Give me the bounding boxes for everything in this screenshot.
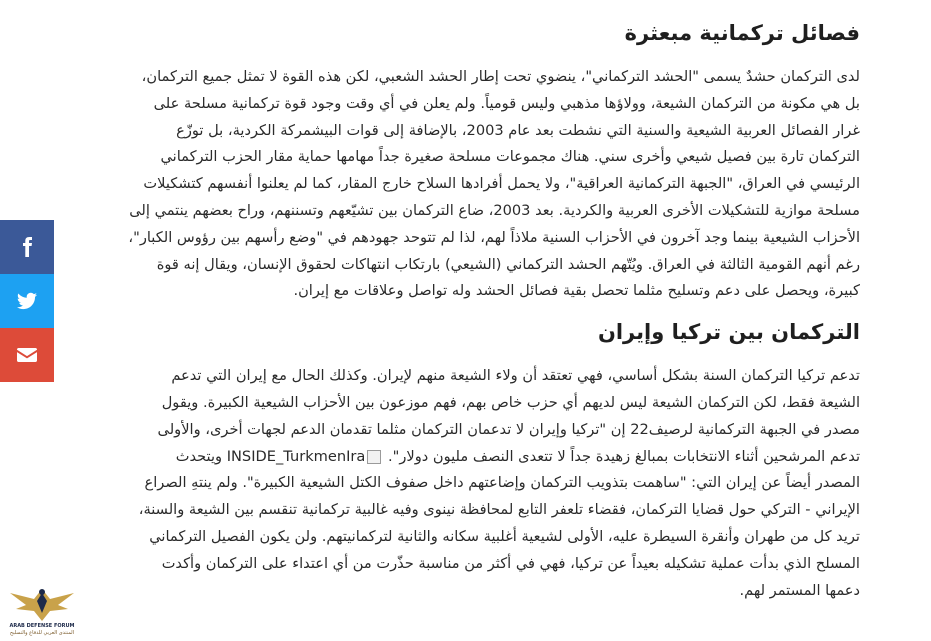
section-heading-turkmen-factions: فصائل تركمانية مبعثرة	[624, 21, 860, 45]
section-heading-turkey-iran: التركمان بين تركيا وإيران	[597, 320, 860, 345]
article-body	[128, 6, 860, 616]
facebook-share-button[interactable]	[0, 220, 54, 274]
logo-text	[4, 623, 80, 637]
paragraph-turkey-iran-part1: تدعم تركيا التركمان السنة بشكل أساسي، فهي تعتقد أن ولاء الشيعة منهم لإيران. وكذلك الحال مع إيران التي تدعم الشيعة فقط، لكن التركمان الشيعة ليس لديهم أي حزب خاص بهم، فهم موزعون بين الأحزاب الشيعية الكبيرة. ويقول مصدر في الجبهة التركمانية لرصيف22 إن "تركيا وإيران لا تدعمان التركمان مثلما تقدمان الدعم لجهات أخرى، والأولى تدعم المرشحين أثناء الانتخابات بمبالغ زهيدة جداً لا تتعدى النصف مليون دولار".	[157, 367, 860, 465]
paragraph-turkey-iran-part2: ويتحدث المصدر أيضاً عن إيران التي: "ساهمت بتذويب التركمان وإضاعتهم داخل صفوف الكتل الشيعية الكبيرة". ولم ينتهِ الصراع الإيراني - التركي حول قضايا التركمان، فقضاء تلعفر التابع لمحافظة نينوى وفيه غالبية تركمانية تنقسم بين الشيعة والسنة، تريد كل من طهران وأنقرة السيطرة عليه، الأولى لشيعية أغلبية سكانه والثانية لتركمانيتهم. ولن يكون الفصيل التركماني المسلح الذي بدأت عملية تشكيله بعيداً عن تركيا، فهي في أكثر من مناسبة حذّرت من أي اعتداء على التركمان وأكدت دعمها المستمر لهم.	[138, 447, 860, 599]
arab-defense-forum-logo	[4, 583, 80, 639]
inline-image-alt-text: INSIDE_TurkmenIra	[226, 447, 366, 465]
social-share-bar	[0, 220, 54, 382]
envelope-icon	[15, 343, 39, 367]
email-share-button[interactable]	[0, 328, 54, 382]
paragraph-turkmen-factions: لدى التركمان حشدٌ يسمى "الحشد التركماني"، ينضوي تحت إطار الحشد الشعبي، لكن هذه القوة لا تمثل جميع التركمان، بل هي مكونة من التركمان الشيعة، وولاؤها مذهبي وليس قومياً. ولم يعلن في أي وقت وجود قوة تركمانية مسلحة على غرار الفصائل العربية الشيعية والسنية التي نشطت بعد عام 2003، بالإضافة إلى قوات البيشمركة الكردية، بل توزّع التركمان تارة بين فصيل شيعي وأخرى سني. هناك مجموعات مسلحة صغيرة جداً مهامها حماية مقار الحزب التركماني الرئيسي في العراق، "الجبهة التركمانية العراقية"، ولا يحمل أفرادها السلاح خارج المقار، كما لم يعلنوا أنفسهم كتشكيلات مسلحة موازية للتشكيلات الأخرى العربية والكردية. بعد 2003، ضاع التركمان بين تشيّعهم وتسننهم، وراح بعضهم ينتمي إلى الأحزاب الشيعية بينما وجد آخرون في الأحزاب السنية ملاذاً لهم، لذا لم تتوحد جهودهم في "وضع رأسهم بين رؤوس الكبار"، رغم أنهم القومية الثالثة في العراق. ويُتّهم الحشد التركماني (الشيعي) بارتكاب انتهاكات لحقوق الإنسان، ويقال إنه قوة كبيرة، ويحصل على دعم وتسليح مثلما تحصل بقية فصائل الحشد وله تواصل وعلاقات مع إيران.	[128, 68, 860, 300]
logo-text-ar: المنتدى العربي للدفاع والتسليح	[9, 630, 75, 636]
facebook-icon	[15, 235, 39, 259]
broken-image-icon	[367, 450, 381, 464]
twitter-share-button[interactable]	[0, 274, 54, 328]
twitter-icon	[15, 289, 39, 313]
eagle-logo-icon	[4, 583, 80, 625]
logo-text-en: ARAB DEFENSE FORUM	[9, 623, 75, 629]
paragraph-turkey-iran	[128, 363, 860, 604]
